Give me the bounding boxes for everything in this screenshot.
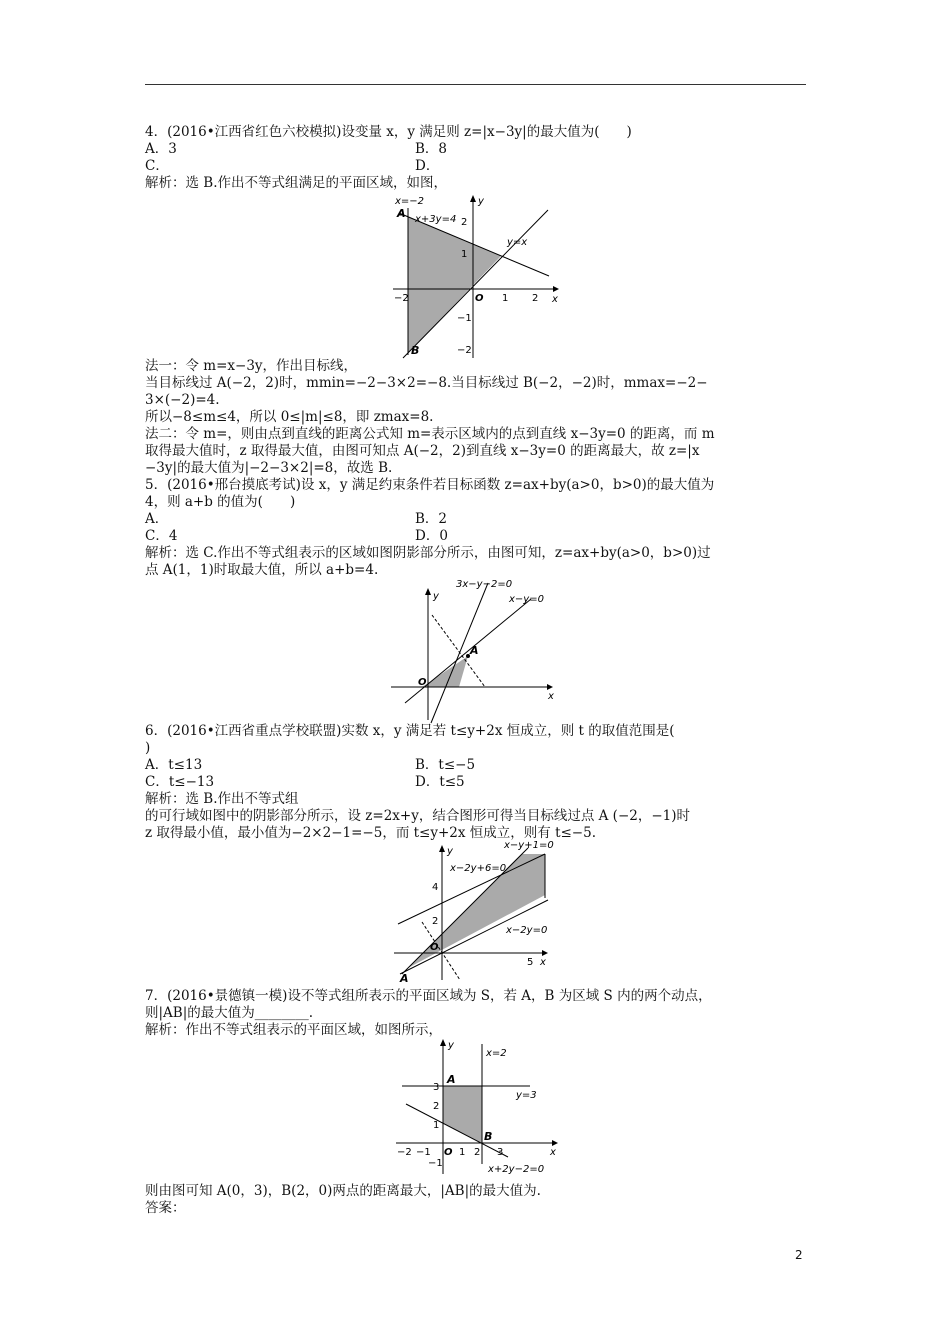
q6-label-line1: x−y+1=0 <box>504 840 554 851</box>
q5-shaded-region <box>422 656 468 687</box>
q6-label-line2: x−2y+6=0 <box>450 863 507 874</box>
q7-tick-x-3: 3 <box>497 1147 504 1158</box>
q7-label-y: y <box>448 1040 454 1051</box>
q5-solution-line1: 解析：选 C.作出不等式组表示的区域如图阴影部分所示，由图可知，z=ax+by(a>0，b>0)过 <box>145 545 711 561</box>
q7-x-arrow <box>552 1140 558 1146</box>
q4-label-line2: y=x <box>507 237 528 248</box>
q7-figure <box>392 1034 562 1184</box>
q6-option-b: B．t≤−5 <box>415 757 476 773</box>
q4-shaded-region <box>408 217 501 353</box>
q4-tick-y-neg2: −2 <box>457 345 472 356</box>
q6-x-arrow <box>542 950 548 956</box>
q4-stem: 4．(2016•江西省红色六校模拟)设变量 x，y 满足则 z=|x−3y|的最大值为( ) <box>145 124 632 140</box>
q7-label-A: A <box>447 1073 456 1086</box>
q7-shaded-region <box>443 1086 482 1143</box>
q4-tick-y-neg1: −1 <box>457 313 472 324</box>
q5-solution-line2: 点 A(1，1)时取最大值，所以 a+b=4. <box>145 562 379 578</box>
q4-figure <box>385 190 565 360</box>
q5-label-A: A <box>470 644 479 657</box>
q5-option-b: B．2 <box>415 511 448 527</box>
q7-tick-x-2: 2 <box>474 1147 481 1158</box>
q6-solution-line3: z 取得最小值，最小值为−2×2−1=−5，而 t≤y+2x 恒成立，则有 t≤−5. <box>145 825 596 841</box>
header-rule <box>145 84 806 85</box>
q7-tick-y-neg1: −1 <box>428 1158 443 1169</box>
q4-tick-x-1: 1 <box>502 293 509 304</box>
q6-label-x: x <box>540 957 546 968</box>
q6-option-d: D．t≤5 <box>415 774 465 790</box>
q7-tick-y-1: 1 <box>433 1120 440 1131</box>
q4-solution-intro: 解析：选 B.作出不等式组满足的平面区域，如图， <box>145 175 448 191</box>
q6-label-line3: x−2y=0 <box>506 925 548 936</box>
q5-label-x: x <box>548 691 554 702</box>
q6-option-a: A．t≤13 <box>145 757 203 773</box>
q6-solution-line2: 的可行域如图中的阴影部分所示，设 z=2x+y，结合图形可得当目标线过点 A (−2，−1)时 <box>145 808 691 824</box>
q4-method1-line2: 当目标线过 A(−2，2)时，mmin=−2−3×2=−8.当目标线过 B(−2，−2)时，mmax=−2− <box>145 375 708 391</box>
q6-label-A: A <box>400 972 409 985</box>
q4-label-x-neg2: x=−2 <box>395 196 425 207</box>
q4-tick-y-2: 2 <box>461 217 468 228</box>
q5-label-O: O <box>418 677 427 688</box>
q5-figure <box>385 575 565 725</box>
q4-label-line1: x+3y=4 <box>415 214 457 225</box>
q4-option-c: C． <box>145 158 169 174</box>
q7-label-line3: x+2y−2=0 <box>488 1164 545 1175</box>
q7-tick-x-neg2: −2 <box>397 1147 412 1158</box>
q7-tick-x-1: 1 <box>459 1147 466 1158</box>
q4-x-arrow <box>553 286 559 292</box>
q6-figure <box>390 840 560 985</box>
q5-option-c: C．4 <box>145 528 178 544</box>
q6-option-c: C．t≤−13 <box>145 774 215 790</box>
q5-x-arrow <box>547 684 553 690</box>
q7-label-line1: x=2 <box>486 1048 507 1059</box>
q4-label-x: x <box>552 294 558 305</box>
q5-label-line2: x−y=0 <box>509 594 544 605</box>
q6-stem-line1: 6．(2016•江西省重点学校联盟)实数 x，y 满足若 t≤y+2x 恒成立，则 t 的取值范围是( <box>145 723 675 739</box>
q4-option-b: B．8 <box>415 141 448 157</box>
q6-tick-y-2: 2 <box>432 916 439 927</box>
q6-solution-line1: 解析：选 B.作出不等式组 <box>145 791 299 807</box>
q7-label-B: B <box>484 1130 493 1143</box>
q6-label-O: O <box>430 942 439 953</box>
q5-stem-line1: 5．(2016•邢台摸底考试)设 x，y 满足约束条件若目标函数 z=ax+by(a>0，b>0)的最大值为 <box>145 477 715 493</box>
q4-label-O: O <box>475 293 484 304</box>
q7-answer-label: 答案： <box>145 1200 186 1216</box>
page-number: 2 <box>795 1248 803 1262</box>
q4-option-d: D． <box>415 158 440 174</box>
q7-y-arrow <box>440 1039 446 1046</box>
q4-y-arrow <box>470 195 476 202</box>
q4-option-a: A．3 <box>145 141 177 157</box>
q4-method2-line3: −3y|的最大值为|−2−3×2|=8，故选 B. <box>145 460 393 476</box>
q5-label-y: y <box>433 591 439 602</box>
q4-method1-line1: 法一：令 m=x−3y，作出目标线， <box>145 358 358 374</box>
q7-solution-line1: 解析：作出不等式组表示的平面区域，如图所示， <box>145 1022 442 1038</box>
q4-method1-line3: 3×(−2)=4. <box>145 392 220 408</box>
q7-tick-y-3: 3 <box>433 1082 440 1093</box>
q7-conclusion: 则由图可知 A(0，3)，B(2，0)两点的距离最大，|AB|的最大值为. <box>145 1183 541 1199</box>
q4-tick-y-1: 1 <box>461 249 468 260</box>
q4-method2-line1: 法二：令 m=，则由点到直线的距离公式知 m=表示区域内的点到直线 x−3y=0 的距离，而 m <box>145 426 715 442</box>
q7-label-line2: y=3 <box>516 1090 537 1101</box>
q4-label-A: A <box>397 207 406 220</box>
q4-method2-line2: 取得最大值时，z 取得最大值，由图可知点 A(−2，2)到直线 x−3y=0 的距离最大，故 z=|x <box>145 443 700 459</box>
q6-tick-y-4: 4 <box>432 882 439 893</box>
q4-tick-x-2: 2 <box>532 293 539 304</box>
q7-tick-x-neg1: −1 <box>416 1147 431 1158</box>
q6-tick-x-5: 5 <box>527 957 534 968</box>
q5-y-arrow <box>425 588 431 595</box>
q5-option-d: D．0 <box>415 528 448 544</box>
q6-stem-line2: ) <box>145 740 151 756</box>
q4-label-y: y <box>478 196 484 207</box>
q7-label-x: x <box>550 1147 556 1158</box>
q7-tick-y-2: 2 <box>433 1101 440 1112</box>
q7-stem-line2: 则|AB|的最大值为________. <box>145 1005 314 1021</box>
q5-stem-line2: 4，则 a+b 的值为( ) <box>145 494 296 510</box>
q5-label-line1: 3x−y−2=0 <box>456 579 513 590</box>
q4-method1-line4: 所以−8≤m≤4，所以 0≤|m|≤8，即 zmax=8. <box>145 409 434 425</box>
q6-label-y: y <box>447 846 453 857</box>
q7-label-O: O <box>444 1147 453 1158</box>
q6-y-arrow <box>439 845 445 852</box>
q4-label-B: B <box>411 344 420 357</box>
q4-tick-x-neg2: −2 <box>394 293 409 304</box>
q7-stem-line1: 7．(2016•景德镇一模)设不等式组所表示的平面区域为 S，若 A，B 为区域 S 内的两个动点， <box>145 988 712 1004</box>
q5-option-a: A． <box>145 511 169 527</box>
